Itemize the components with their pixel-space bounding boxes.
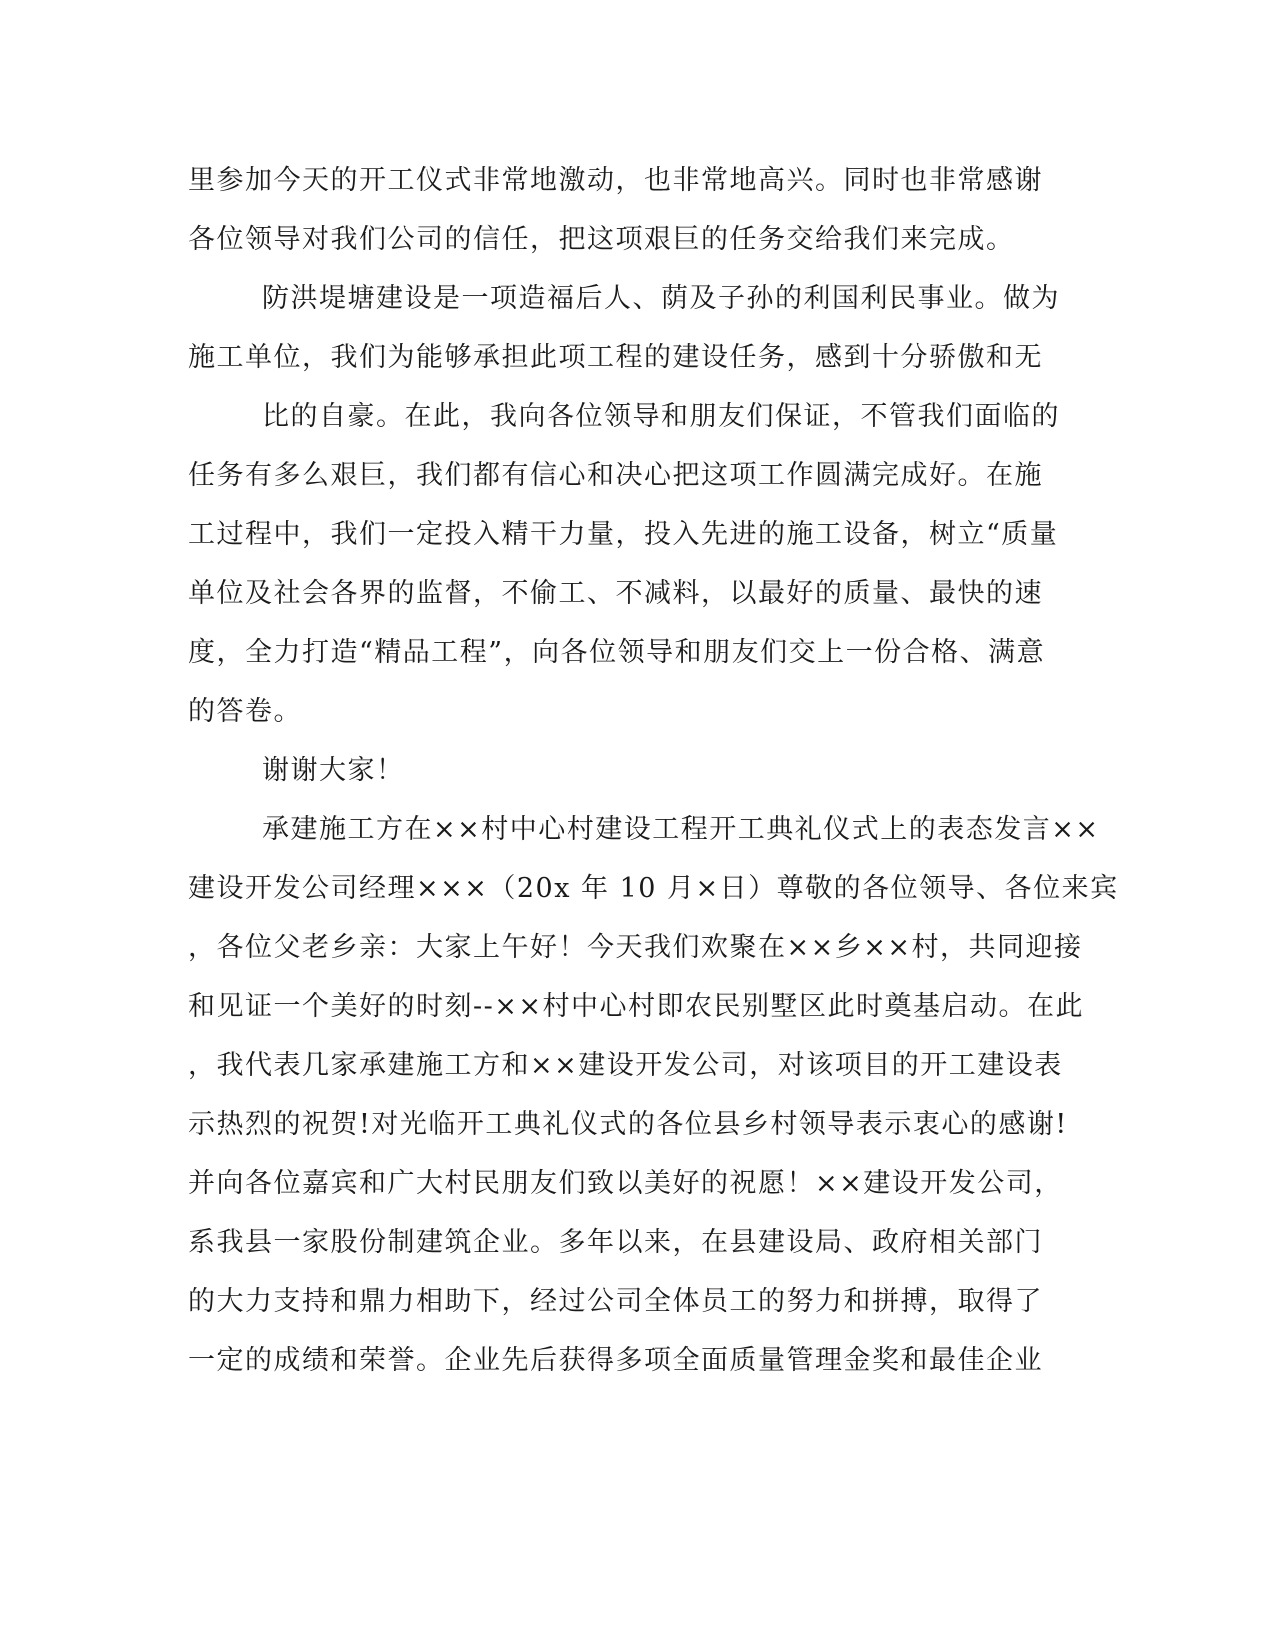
paragraph-start-line: 防洪堤塘建设是一项造福后人、荫及子孙的利国利民事业。做为: [262, 283, 1060, 314]
text-line: 任务有多么艰巨，我们都有信心和决心把这项工作圆满完成好。在施: [188, 460, 1043, 491]
text-line: 单位及社会各界的监督，不偷工、不减料，以最好的质量、最快的速: [188, 578, 1043, 609]
text-line: 建设开发公司经理×××（20x 年 10 月×日）尊敬的各位领导、各位来宾: [188, 873, 1119, 904]
text-line: 施工单位，我们为能够承担此项工程的建设任务，感到十分骄傲和无: [188, 342, 1043, 373]
text-line: 比的自豪。在此，我向各位领导和朋友们保证，不管我们面临的: [262, 401, 1060, 432]
text-line: 并向各位嘉宾和广大村民朋友们致以美好的祝愿！××建设开发公司，: [188, 1168, 1063, 1199]
text-line: 一定的成绩和荣誉。企业先后获得多项全面质量管理金奖和最佳企业: [188, 1345, 1043, 1376]
closing-line: 谢谢大家！: [262, 755, 405, 786]
text-line: 工过程中，我们一定投入精干力量，投入先进的施工设备，树立“质量: [188, 519, 1059, 550]
text-line: ，各位父老乡亲：大家上午好！今天我们欢聚在××乡××村，共同迎接: [188, 932, 1083, 963]
text-line: 系我县一家股份制建筑企业。多年以来，在县建设局、政府相关部门: [188, 1227, 1043, 1258]
paragraph-start-line: 承建施工方在××村中心村建设工程开工典礼仪式上的表态发言××: [262, 814, 1100, 845]
text-line: 和见证一个美好的时刻--××村中心村即农民别墅区此时奠基启动。在此: [188, 991, 1084, 1022]
text-line: 的答卷。: [188, 696, 302, 727]
text-line: 示热烈的祝贺!对光临开工典礼仪式的各位县乡村领导表示衷心的感谢!: [188, 1109, 1068, 1140]
text-line: 度，全力打造“精品工程”，向各位领导和朋友们交上一份合格、满意: [188, 637, 1046, 668]
text-line: 各位领导对我们公司的信任，把这项艰巨的任务交给我们来完成。: [188, 224, 1015, 255]
text-line: 的大力支持和鼎力相助下，经过公司全体员工的努力和拼搏，取得了: [188, 1286, 1043, 1317]
text-line: 里参加今天的开工仪式非常地激动，也非常地高兴。同时也非常感谢: [188, 165, 1043, 196]
text-line: ，我代表几家承建施工方和××建设开发公司，对该项目的开工建设表: [188, 1050, 1063, 1081]
